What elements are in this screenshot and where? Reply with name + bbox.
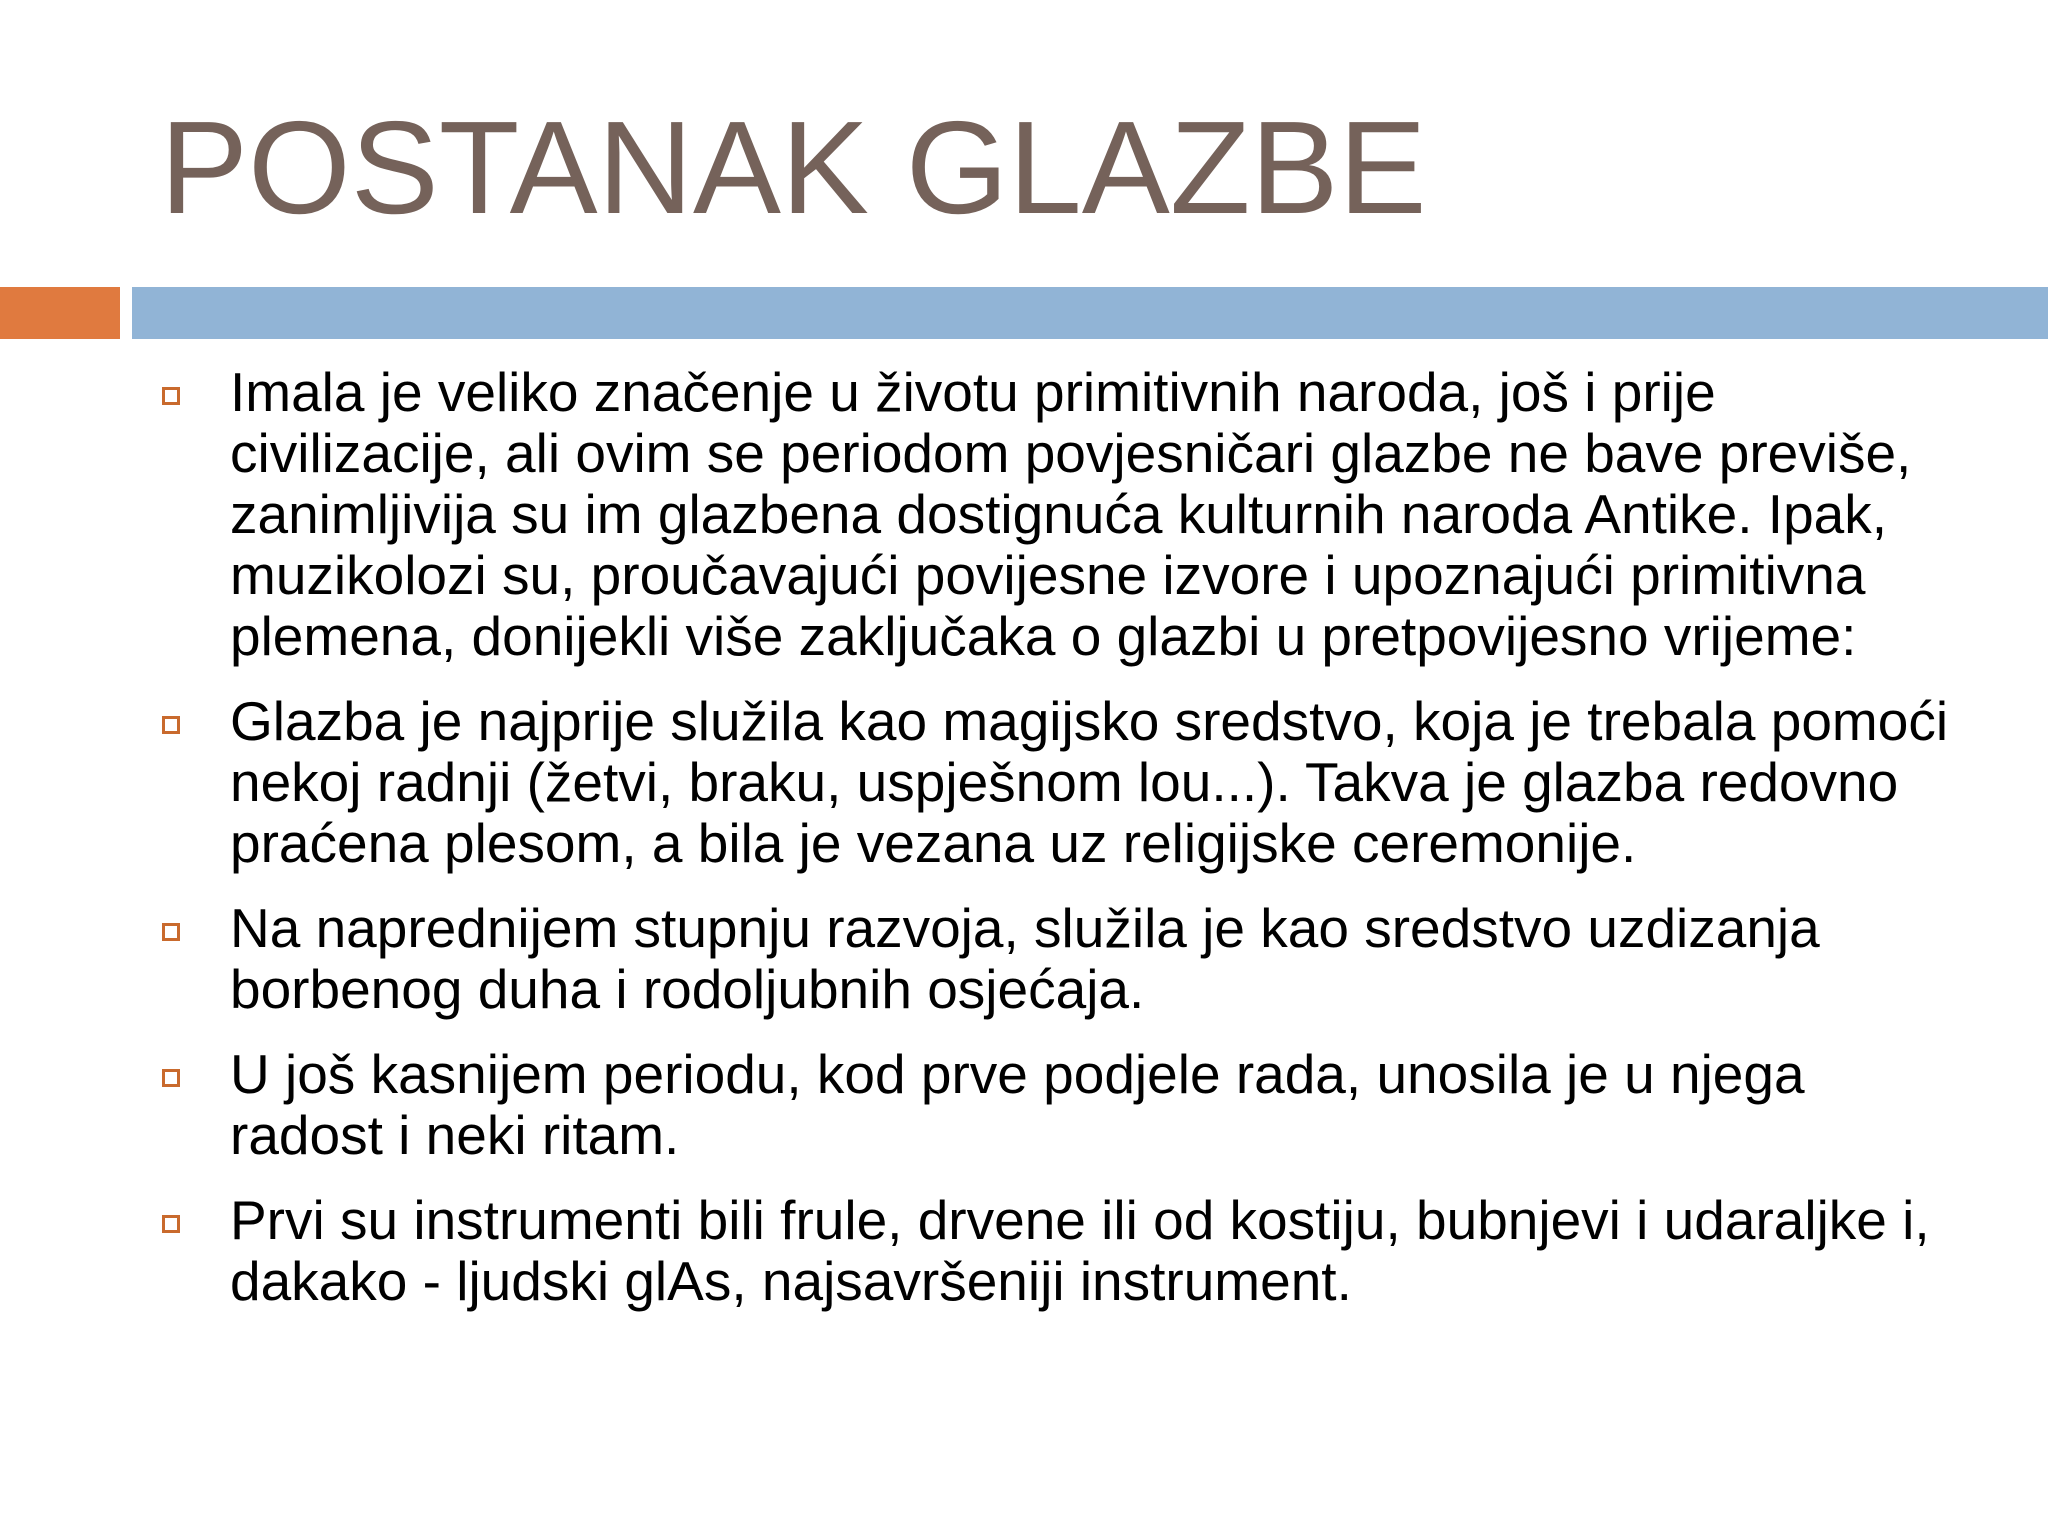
slide-title: POSTANAK GLAZBE bbox=[160, 94, 1427, 241]
bullet-text: U još kasnijem periodu, kod prve podjele rada, unosila je u njega radost i neki ritam. bbox=[230, 1043, 1805, 1166]
bullet-item bbox=[160, 898, 1960, 1020]
bullet-text: Imala je veliko značenje u životu primitivnih naroda, još i prije civilizacije, ali ovim se periodom povjesničari glazbe ne bave previše, zanimljivija su im glazbena dostignuća kulturnih naroda Antike. Ipak, muzikolozi su, proučavajući povijesne izvore i upoznajući primitivna plemena, donijekli više zaključaka o glazbi u pretpovijesno vrijeme: bbox=[230, 361, 1912, 667]
bullet-text: Glazba je najprije služila kao magijsko sredstvo, koja je trebala pomoći nekoj radnji (žetvi, braku, uspješnom lou...). Takva je glazba redovno praćena plesom, a bila je vezana uz religijske ceremonije. bbox=[230, 690, 1949, 874]
bullet-item bbox=[160, 362, 1960, 667]
bullet-item bbox=[160, 1044, 1960, 1166]
accent-bar-orange bbox=[0, 287, 120, 339]
bullet-text: Na naprednijem stupnju razvoja, služila je kao sredstvo uzdizanja borbenog duha i rodoljubnih osjećaja. bbox=[230, 897, 1820, 1020]
hollow-square-bullet-icon bbox=[162, 716, 180, 734]
bullet-item bbox=[160, 691, 1960, 874]
hollow-square-bullet-icon bbox=[162, 1215, 180, 1233]
hollow-square-bullet-icon bbox=[162, 923, 180, 941]
hollow-square-bullet-icon bbox=[162, 1069, 180, 1087]
bullet-text: Prvi su instrumenti bili frule, drvene ili od kostiju, bubnjevi i udaraljke i, dakako - ljudski glAs, najsavršeniji instrument. bbox=[230, 1189, 1930, 1312]
bullet-list bbox=[160, 362, 1960, 1336]
hollow-square-bullet-icon bbox=[162, 387, 180, 405]
bullet-item bbox=[160, 1190, 1960, 1312]
accent-bar-blue bbox=[132, 287, 2048, 339]
